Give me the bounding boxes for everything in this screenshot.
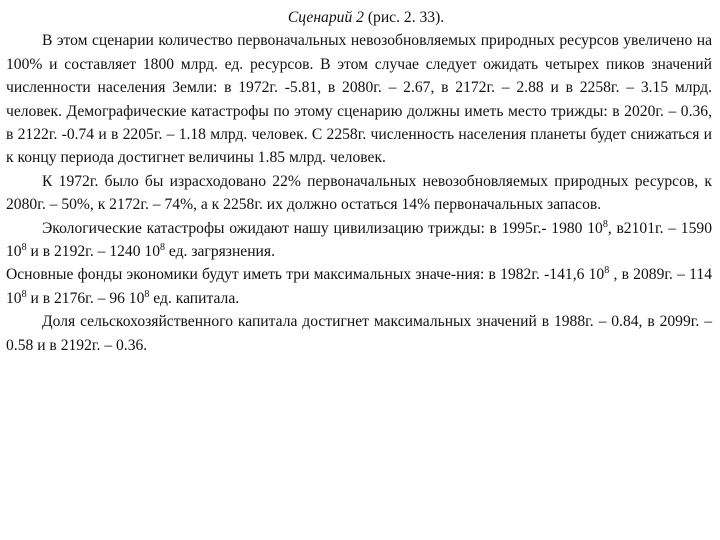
capital-exponent-1: 8 <box>604 265 610 277</box>
pollution-exponent-2: 8 <box>21 242 27 254</box>
paragraph-pollution <box>6 217 712 264</box>
document-page <box>6 6 712 357</box>
pollution-text-1: Экологические катастрофы ожидают нашу цивилизацию трижды: в 1995г.- 1980 10 <box>42 219 603 237</box>
paragraph-capital <box>6 263 712 310</box>
pollution-exponent-3: 8 <box>160 242 165 254</box>
scenario-figure-ref: (рис. 2. 33). <box>363 9 445 26</box>
paragraph-resources: К 1972г. было бы израсходовано 22% первоначальных невозобновляемых природных ресурсов, к 2080г. – 50%, к 2172г. – 74%, а к 2258г. их должно остаться 14% первоначальных запасов. <box>6 172 712 214</box>
pollution-exponent-1: 8 <box>602 218 608 230</box>
capital-exponent-2: 8 <box>21 288 27 300</box>
pollution-text-4: ед. загрязнения. <box>165 243 275 261</box>
paragraph-population: В этом сценарии количество первоначальных невозобновляемых природных ресурсов увеличено на 100% и составляет 1800 млрд. ед. ресурсов. В этом случае следует ожидать четырех пиков значений численности населения Земли: в 1972г. -5.81, в 2080г. – 2.67, в 2172г. – 2.88 и в 2258г. – 3.15 млрд. человек. Демографические катастрофы по этому сценарию должны иметь место трижды: в 2020г. – 0.36, в 2122г. -0.74 и в 2205г. – 1.18 млрд. человек. С 2258г. численность населения планеты будет снижаться и к концу периода достигнет величины 1.85 млрд. человек. <box>6 32 712 167</box>
scenario-title <box>6 6 712 29</box>
paragraph-agriculture: Доля сельскохозяйственного капитала достигнет максимальных значений в 1988г. – 0.84, в 2099г. – 0.58 и в 2192г. – 0.36. <box>6 313 712 354</box>
pollution-text-3: и в 2192г. – 1240 10 <box>26 243 160 261</box>
scenario-title-label: Сценарий 2 <box>287 9 364 26</box>
capital-text-4: ед. капитала. <box>149 289 240 307</box>
capital-exponent-3: 8 <box>144 288 150 300</box>
capital-text-1: Основные фонды экономики будут иметь три максимальных значе-ния: в 1982г. -141,6 10 <box>6 266 605 284</box>
capital-text-2: , в 2089г. – 114 10 <box>6 266 712 307</box>
capital-text-3: и в 2176г. – 96 10 <box>26 289 145 307</box>
pollution-text-2: , в2101г. – 1590 10 <box>6 219 712 261</box>
